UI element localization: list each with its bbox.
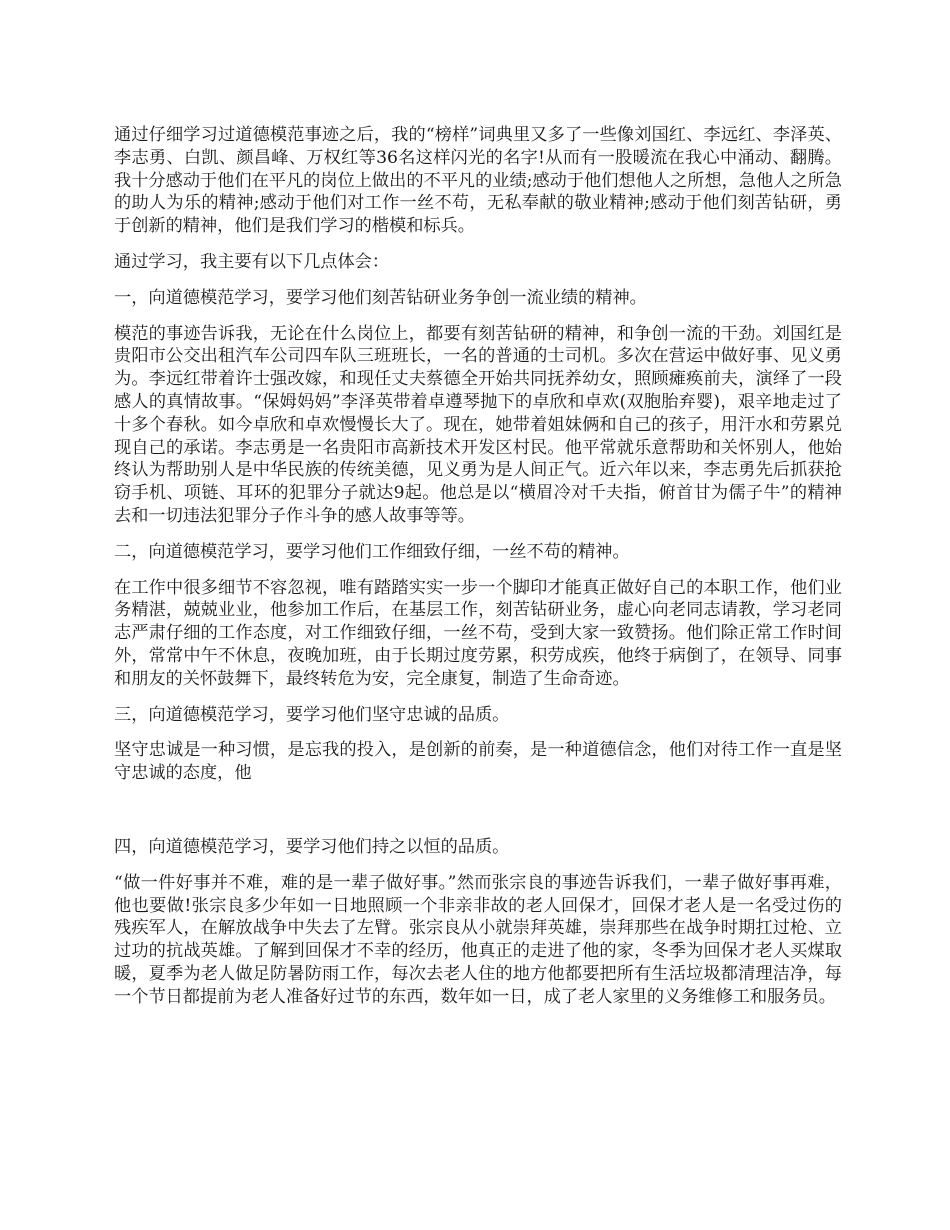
section-1-paragraph: 模范的事迹告诉我，无论在什么岗位上，都要有刻苦钻研的精神，和争创一流的干劲。刘国红是贵阳市公交出租汽车公司四车队三班班长，一名的普通的士司机。多次在营运中做好事、见义勇为。李远红带着许士强改嫁，和现任丈夫蔡德全开始共同抚养幼女，照顾瘫痪前夫，演绎了一段感人的真情故事。“保姆妈妈”李泽英带着卓遵琴抛下的卓欣和卓欢(双胞胎弃婴)，艰辛地走过了十多个春秋。如今卓欣和卓欢慢慢长大了。现在，她带着姐妹俩和自己的孩子，用汗水和劳累兑现自己的承诺。李志勇是一名贵阳市高新技术开发区村民。他平常就乐意帮助和关怀别人，他始终认为帮助别人是中华民族的传统美德，见义勇为是人间正气。近六年以来，李志勇先后抓获抢窃手机、项链、耳环的犯罪分子就达9起。他总是以“横眉冷对千夫指，俯首甘为儒子牛”的精神去和一切违法犯罪分子作斗争的感人故事等等。 [114, 323, 842, 526]
section-3-paragraph: 坚守忠诚是一种习惯，是忘我的投入，是创新的前奏，是一种道德信念，他们对待工作一直是坚守忠诚的态度，他 [114, 740, 842, 784]
section-heading-2: 二，向道德模范学习，要学习他们工作细致仔细，一丝不苟的精神。 [114, 541, 630, 562]
section-heading-4: 四，向道德模范学习，要学习他们持之以恒的品质。 [114, 836, 510, 857]
section-4-paragraph: “做一件好事并不难，难的是一辈子做好事。”然而张宗良的事迹告诉我们，一辈子做好事再难，他也要做!张宗良多少年如一日地照顾一个非亲非故的老人回保才，回保才老人是一名受过伤的残疾军人，在解放战争中失去了左臂。张宗良从小就崇拜英雄，崇拜那些在战争时期扛过枪、立过功的抗战英雄。了解到回保才不幸的经历，他真正的走进了他的家，冬季为回保才老人买煤取暖，夏季为老人做足防暑防雨工作，每次去老人住的地方他都要把所有生活垃圾都清理洁净，每一个节日都提前为老人准备好过节的东西，数年如一日，成了老人家里的义务维修工和服务员。 [114, 872, 842, 1007]
section-heading-1: 一，向道德模范学习，要学习他们刻苦钻研业务争创一流业绩的精神。 [114, 287, 647, 308]
section-heading-3: 三，向道德模范学习，要学习他们坚守忠诚的品质。 [114, 704, 510, 725]
document-body [114, 124, 842, 1022]
section-2-paragraph: 在工作中很多细节不容忽视，唯有踏踏实实一步一个脚印才能真正做好自己的本职工作，他们业务精湛，兢兢业业，他参加工作后，在基层工作，刻苦钻研业务，虚心向老同志请教，学习老同志严肃仔细的工作态度，对工作细致仔细，一丝不苟，受到大家一致赞扬。他们除正常工作时间外，常常中午不休息，夜晚加班，由于长期过度劳累，积劳成疾，他终于病倒了，在领导、同事和朋友的关怀鼓舞下，最终转危为安，完全康复，制造了生命奇迹。 [114, 577, 842, 689]
intro-paragraph: 通过仔细学习过道德模范事迹之后，我的“榜样”词典里又多了一些像刘国红、李远红、李泽英、李志勇、白凯、颜昌峰、万权红等36名这样闪光的名字!从而有一股暖流在我心中涌动、翻腾。我十分感动于他们在平凡的岗位上做出的不平凡的业绩;感动于他们想他人之所想，急他人之所急的助人为乐的精神;感动于他们对工作一丝不苟，无私奉献的敬业精神;感动于他们刻苦钻研，勇于创新的精神，他们是我们学习的楷模和标兵。 [114, 125, 842, 237]
blank-spacer [114, 798, 842, 836]
summary-lead-paragraph: 通过学习，我主要有以下几点体会： [114, 251, 390, 272]
